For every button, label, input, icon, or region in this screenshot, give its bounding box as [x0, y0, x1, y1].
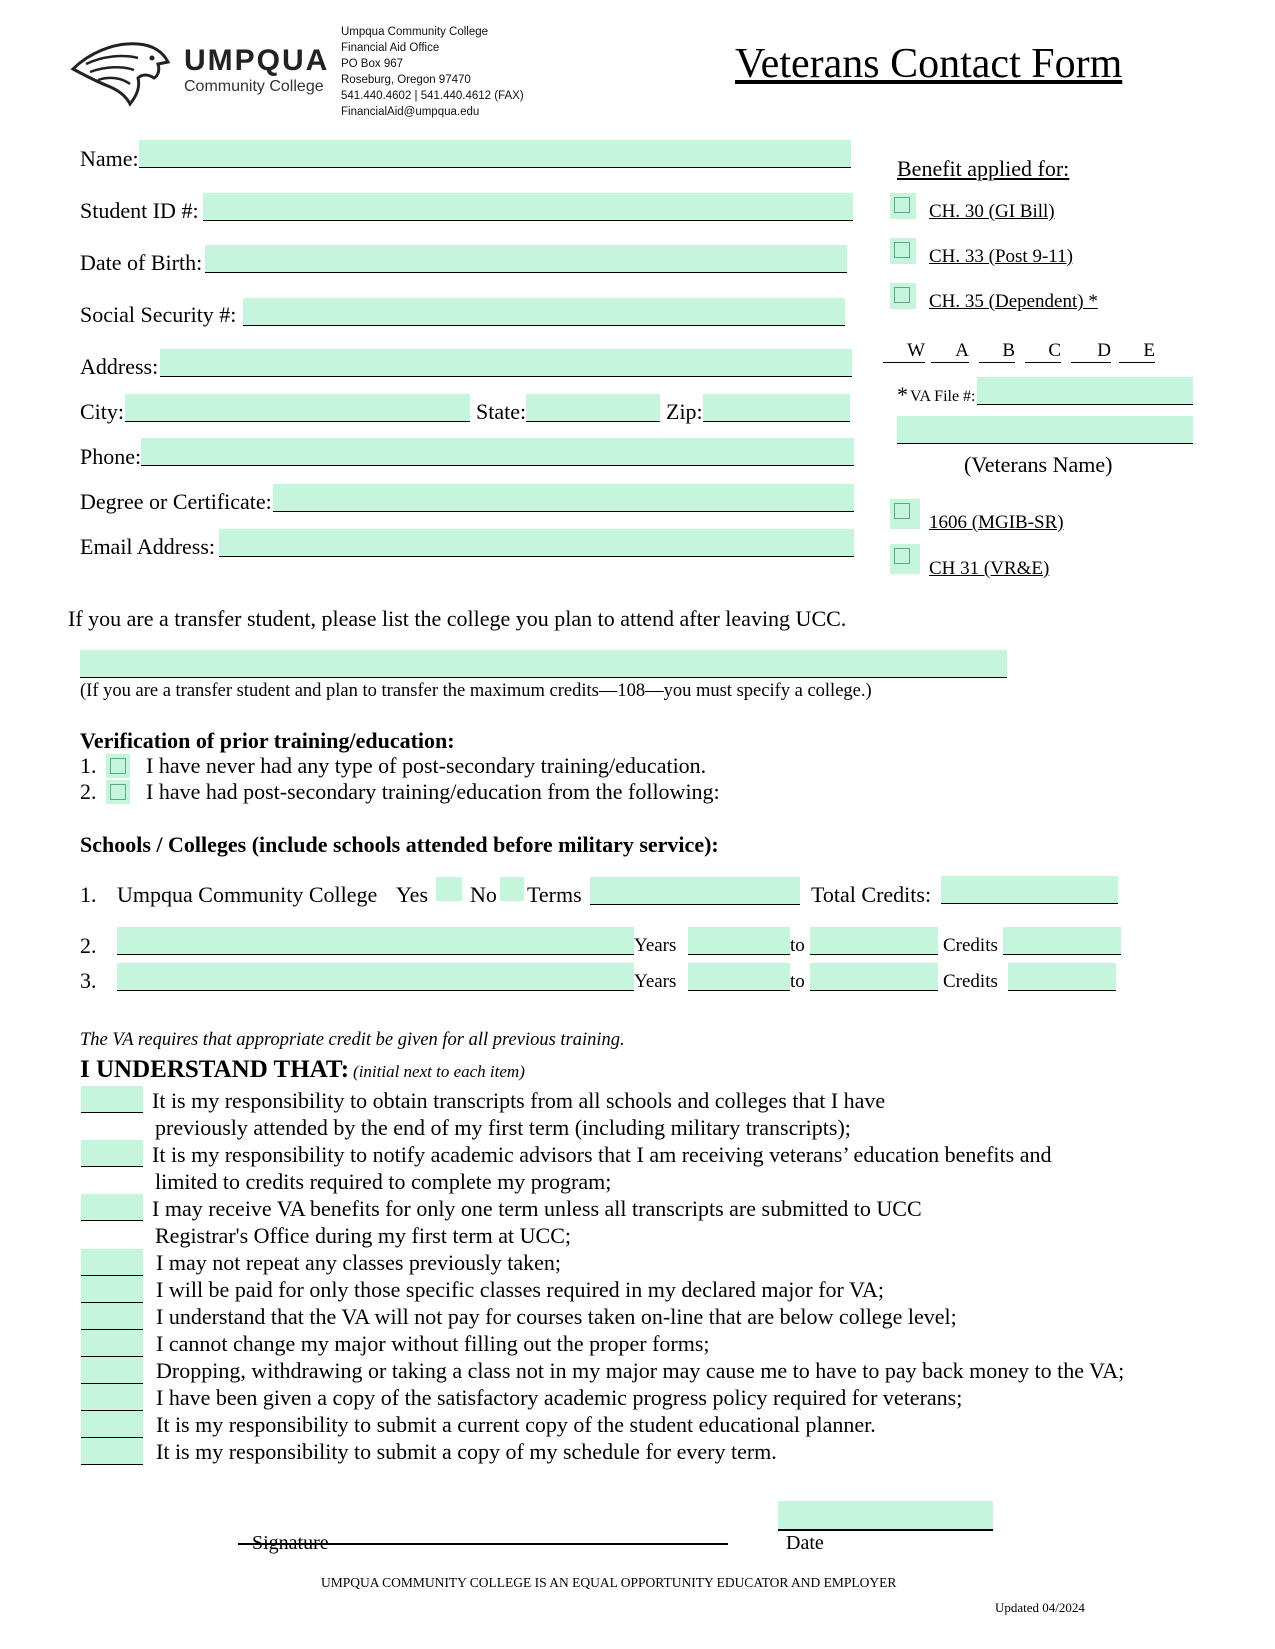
ch30-checkbox[interactable] — [890, 193, 916, 219]
ssn-field[interactable] — [243, 298, 845, 326]
schools-heading: Schools / Colleges (include schools attended before military service): — [80, 832, 719, 857]
letter-a-option[interactable]: A — [931, 340, 969, 363]
zip-field[interactable] — [703, 394, 850, 422]
school-row1-name: Umpqua Community College — [117, 882, 378, 907]
eeo-statement: UMPQUA COMMUNITY COLLEGE IS AN EQUAL OPPORTUNITY EDUCATOR AND EMPLOYER — [321, 1575, 897, 1590]
understand-item-3: I may receive VA benefits for only one term unless all transcripts are submitted to UCC — [152, 1196, 922, 1221]
initial-field-6[interactable] — [81, 1303, 143, 1330]
office-address — [341, 24, 524, 120]
ch30-label: CH. 30 (GI Bill) — [929, 201, 1055, 222]
name-label: Name: — [80, 146, 139, 171]
city-field[interactable] — [125, 394, 470, 422]
initial-field-3[interactable] — [81, 1194, 143, 1221]
understand-item-8: Dropping, withdrawing or taking a class not in my major may cause me to have to pay back money to the VA; — [156, 1358, 1125, 1383]
dob-field[interactable] — [205, 245, 847, 273]
initial-field-9[interactable] — [81, 1384, 143, 1411]
address-label: Address: — [80, 354, 159, 379]
degree-label: Degree or Certificate: — [80, 489, 272, 514]
school-row3-credits-field[interactable] — [1008, 963, 1116, 991]
ch33-checkbox[interactable] — [890, 238, 916, 264]
name-field[interactable] — [139, 140, 851, 168]
initial-field-4[interactable] — [81, 1249, 143, 1276]
understand-item-9: I have been given a copy of the satisfactory academic progress policy required for veterans; — [156, 1385, 963, 1410]
understand-item-11: It is my responsibility to submit a copy of my schedule for every term. — [156, 1439, 777, 1464]
va-file-star: * — [897, 382, 908, 407]
ssn-label: Social Security #: — [80, 302, 237, 327]
college-logo — [68, 34, 338, 109]
signature-label: Signature — [252, 1532, 329, 1554]
understand-item-3-cont: Registrar's Office during my first term at UCC; — [155, 1223, 571, 1248]
years-label: Years — [634, 935, 677, 956]
school-row3-name-field[interactable] — [117, 963, 634, 991]
initial-field-7[interactable] — [81, 1330, 143, 1357]
date-field[interactable] — [778, 1501, 993, 1531]
school-row2-credits-field[interactable] — [1003, 927, 1121, 955]
understand-item-1-cont: previously attended by the end of my first term (including military transcripts); — [155, 1115, 851, 1140]
letter-b-option[interactable]: B — [979, 340, 1015, 363]
phone-field[interactable] — [141, 438, 854, 466]
understand-item-10: It is my responsibility to submit a current copy of the student educational planner. — [156, 1412, 876, 1437]
school-row2-years-to[interactable] — [810, 927, 938, 955]
understand-item-4: I may not repeat any classes previously taken; — [156, 1250, 562, 1275]
veterans-name-field[interactable] — [897, 416, 1193, 444]
updated-date: Updated 04/2024 — [995, 1600, 1085, 1615]
initial-field-8[interactable] — [81, 1357, 143, 1384]
initial-field-10[interactable] — [81, 1411, 143, 1438]
address-line: FinancialAid@umpqua.edu — [341, 106, 480, 118]
student-id-label: Student ID #: — [80, 198, 199, 223]
state-field[interactable] — [526, 394, 660, 422]
verification-item2-text: I have had post-secondary training/education from the following: — [146, 779, 720, 804]
understand-item-2-cont: limited to credits required to complete my program; — [155, 1169, 612, 1194]
form-title: Veterans Contact Form — [735, 41, 1123, 87]
email-label: Email Address: — [80, 534, 216, 559]
understand-item-1: It is my responsibility to obtain transcripts from all schools and colleges that I have — [152, 1088, 886, 1113]
ch35-checkbox[interactable] — [890, 283, 916, 309]
understand-item-2: It is my responsibility to notify academic advisors that I am receiving veterans’ education benefits and — [152, 1142, 1052, 1167]
transfer-prompt: If you are a transfer student, please list the college you plan to attend after leaving UCC. — [68, 606, 847, 631]
va-file-field[interactable] — [977, 377, 1193, 405]
date-label: Date — [786, 1532, 824, 1554]
va-file-label: VA File #: — [910, 388, 976, 405]
dob-label: Date of Birth: — [80, 250, 203, 275]
ch35-label: CH. 35 (Dependent) * — [929, 291, 1098, 312]
school-row1-number: 1. — [80, 882, 97, 907]
terms-field[interactable] — [590, 877, 800, 905]
phone-label: Phone: — [80, 444, 142, 469]
ch33-label: CH. 33 (Post 9-11) — [929, 246, 1073, 267]
understand-item-5: I will be paid for only those specific classes required in my declared major for VA; — [156, 1277, 885, 1302]
initial-field-2[interactable] — [81, 1140, 143, 1167]
understand-subnote: (initial next to each item) — [353, 1062, 525, 1081]
degree-field[interactable] — [273, 484, 854, 512]
prior-trained-checkbox[interactable] — [106, 780, 130, 804]
school-row2-number: 2. — [80, 933, 97, 958]
understand-item-6: I understand that the VA will not pay for courses taken on-line that are below college level; — [156, 1304, 957, 1329]
letter-d-option[interactable]: D — [1071, 340, 1111, 363]
terms-label: Terms — [527, 882, 582, 907]
never-trained-checkbox[interactable] — [106, 754, 130, 778]
total-credits-label: Total Credits: — [811, 882, 932, 907]
mgib-checkbox[interactable] — [890, 499, 920, 529]
initial-field-5[interactable] — [81, 1276, 143, 1303]
no-label: No — [470, 882, 497, 907]
logo-wordmark: UMPQUA — [184, 44, 330, 77]
letter-w-option[interactable]: W — [883, 340, 925, 363]
eagle-logo-icon — [68, 34, 178, 109]
mgib-label: 1606 (MGIB-SR) — [929, 512, 1064, 533]
credits-label: Credits — [943, 935, 998, 956]
transfer-note: (If you are a transfer student and plan to transfer the maximum credits—108—you must specify a college.) — [80, 681, 872, 701]
address-line: PO Box 967 — [341, 58, 404, 70]
state-label: State: — [476, 399, 527, 424]
address-line: Roseburg, Oregon 97470 — [341, 74, 471, 86]
understand-item-7: I cannot change my major without filling out the proper forms; — [156, 1331, 710, 1356]
ch35-letter-options — [883, 340, 1183, 366]
address-line: Financial Aid Office — [341, 42, 440, 54]
verification-item1-text: I have never had any type of post-secondary training/education. — [146, 753, 707, 778]
ch31-checkbox[interactable] — [890, 544, 920, 574]
email-field[interactable] — [219, 529, 854, 557]
letter-e-option[interactable]: E — [1119, 340, 1155, 363]
understand-heading — [80, 1056, 525, 1084]
yes-label: Yes — [396, 882, 429, 907]
logo-subtitle: Community College — [184, 78, 324, 95]
credits-label: Credits — [943, 971, 998, 992]
school-row3-years-from[interactable] — [688, 963, 790, 991]
ucc-no-box[interactable] — [500, 877, 524, 901]
total-credits-field[interactable] — [941, 876, 1118, 904]
address-line: 541.440.4602 | 541.440.4612 (FAX) — [341, 90, 524, 102]
verification-heading: Verification of prior training/education: — [80, 728, 455, 753]
benefit-heading: Benefit applied for: — [897, 156, 1070, 181]
understand-title: I UNDERSTAND THAT: — [80, 1056, 350, 1083]
va-credit-note: The VA requires that appropriate credit be given for all previous training. — [80, 1030, 625, 1050]
ucc-yes-box[interactable] — [436, 877, 462, 901]
school-row3-years-to[interactable] — [810, 963, 938, 991]
letter-c-option[interactable]: C — [1025, 340, 1061, 363]
veterans-name-label: (Veterans Name) — [964, 452, 1113, 477]
ch31-label: CH 31 (VR&E) — [929, 558, 1050, 579]
student-id-field[interactable] — [203, 193, 853, 221]
verification-item2-number: 2. — [80, 779, 97, 804]
verification-item1-number: 1. — [80, 753, 97, 778]
transfer-college-field[interactable] — [80, 650, 1007, 678]
to-label: to — [790, 971, 805, 992]
school-row2-name-field[interactable] — [117, 927, 634, 955]
school-row2-years-from[interactable] — [688, 927, 790, 955]
city-label: City: — [80, 399, 125, 424]
to-label: to — [790, 935, 805, 956]
address-field[interactable] — [160, 349, 852, 377]
initial-field-1[interactable] — [81, 1086, 143, 1113]
zip-label: Zip: — [666, 399, 703, 424]
initial-field-11[interactable] — [81, 1438, 143, 1465]
address-line: Umpqua Community College — [341, 26, 489, 38]
school-row3-number: 3. — [80, 968, 97, 993]
years-label: Years — [634, 971, 677, 992]
